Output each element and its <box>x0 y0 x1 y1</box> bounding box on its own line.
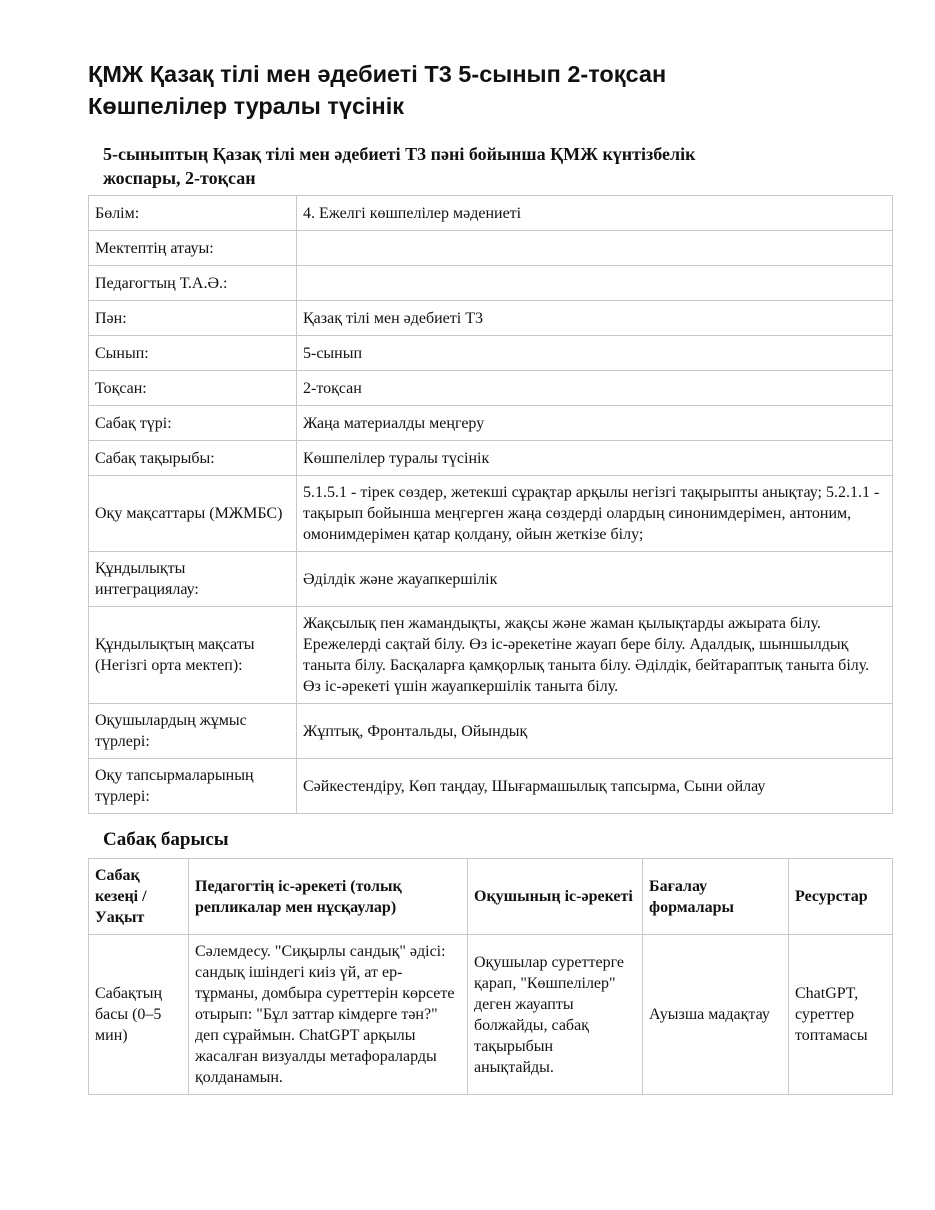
lesson-student-activity: Оқушылар суреттерге қарап, "Көшпелілер" деген жауапты болжайды, сабақ тақырыбын анықтайды. <box>468 935 643 1095</box>
document-page <box>88 58 893 1095</box>
column-header-assessment: Бағалау формалары <box>643 859 789 935</box>
info-row <box>89 231 893 266</box>
info-key: Бөлім: <box>89 196 297 231</box>
lesson-resources: ChatGPT, суреттер топтамасы <box>789 935 893 1095</box>
info-row <box>89 704 893 759</box>
info-key: Құндылықты интеграциялау: <box>89 552 297 607</box>
info-key: Оқу мақсаттары (МЖМБС) <box>89 476 297 552</box>
info-value <box>297 231 893 266</box>
info-row <box>89 301 893 336</box>
subtitle-line-2: жоспары, 2-тоқсан <box>103 168 256 188</box>
plan-subtitle <box>103 142 893 190</box>
info-row <box>89 476 893 552</box>
info-key: Педагогтың Т.А.Ә.: <box>89 266 297 301</box>
column-header-student: Оқушының іс-әрекеті <box>468 859 643 935</box>
info-row <box>89 336 893 371</box>
info-key: Оқушылардың жұмыс түрлері: <box>89 704 297 759</box>
info-row <box>89 607 893 704</box>
lesson-flow-table <box>88 858 893 1095</box>
info-value: Қазақ тілі мен әдебиеті Т3 <box>297 301 893 336</box>
info-key: Сынып: <box>89 336 297 371</box>
info-row <box>89 441 893 476</box>
document-title <box>88 58 893 122</box>
info-row <box>89 406 893 441</box>
info-row <box>89 759 893 814</box>
lesson-stage: Сабақтың басы (0–5 мин) <box>89 935 189 1095</box>
subtitle-line-1: 5-сыныптың Қазақ тілі мен әдебиеті Т3 пәні бойынша ҚМЖ күнтізбелік <box>103 144 696 164</box>
lesson-row <box>89 935 893 1095</box>
lesson-info-table <box>88 195 893 814</box>
column-header-stage: Сабақ кезеңі / Уақыт <box>89 859 189 935</box>
info-value <box>297 266 893 301</box>
info-value: 4. Ежелгі көшпелілер мәдениеті <box>297 196 893 231</box>
info-key: Сабақ тақырыбы: <box>89 441 297 476</box>
info-key: Оқу тапсырмаларының түрлері: <box>89 759 297 814</box>
info-row <box>89 266 893 301</box>
info-value: 2-тоқсан <box>297 371 893 406</box>
info-value: Сәйкестендіру, Көп таңдау, Шығармашылық тапсырма, Сыни ойлау <box>297 759 893 814</box>
lesson-flow-heading: Сабақ барысы <box>103 829 229 850</box>
info-key: Құндылықтың мақсаты (Негізгі орта мектеп): <box>89 607 297 704</box>
info-key: Мектептің атауы: <box>89 231 297 266</box>
info-key: Пән: <box>89 301 297 336</box>
info-value: 5.1.5.1 - тірек сөздер, жетекші сұрақтар арқылы негізгі тақырыпты анықтау; 5.2.1.1 - тақырып бойынша меңгерген жаңа сөздерді олардың синонимдерімен, антоним, омонимдерімен қатар қолдану, ойын жеткізе білу; <box>297 476 893 552</box>
title-line-2: Көшпелілер туралы түсінік <box>88 93 405 119</box>
info-value: 5-сынып <box>297 336 893 371</box>
lesson-assessment: Ауызша мадақтау <box>643 935 789 1095</box>
info-value: Әділдік және жауапкершілік <box>297 552 893 607</box>
column-header-resources: Ресурстар <box>789 859 893 935</box>
column-header-teacher: Педагогтің іс-әрекеті (толық репликалар мен нұсқаулар) <box>189 859 468 935</box>
info-value: Жақсылық пен жамандықты, жақсы және жаман қылықтарды ажырата білу. Ережелерді сақтай білу. Өз іс-әрекетіне жауап бере білу. Адалдық, шыншылдық таныта білу. Басқаларға қамқорлық таныта білу. Әділдік, бейтараптық таныта білу. Өз іс-әрекеті үшін жауапкершілік таныта білу. <box>297 607 893 704</box>
lesson-header-row <box>89 859 893 935</box>
lesson-teacher-activity: Сәлемдесу. "Сиқырлы сандық" әдісі: сандық ішіндегі киіз үй, ат ер-тұрманы, домбыра суреттерін көрсете отырып: "Бұл заттар кімдерге тән?" деп сұраймын. ChatGPT арқылы жасалған визуалды метафораларды қолданамын. <box>189 935 468 1095</box>
info-key: Сабақ түрі: <box>89 406 297 441</box>
title-line-1: ҚМЖ Қазақ тілі мен әдебиеті Т3 5-сынып 2-тоқсан <box>88 61 667 87</box>
info-row <box>89 552 893 607</box>
info-key: Тоқсан: <box>89 371 297 406</box>
info-row <box>89 371 893 406</box>
info-value: Жаңа материалды меңгеру <box>297 406 893 441</box>
info-value: Көшпелілер туралы түсінік <box>297 441 893 476</box>
info-row <box>89 196 893 231</box>
info-value: Жұптық, Фронтальды, Ойындық <box>297 704 893 759</box>
